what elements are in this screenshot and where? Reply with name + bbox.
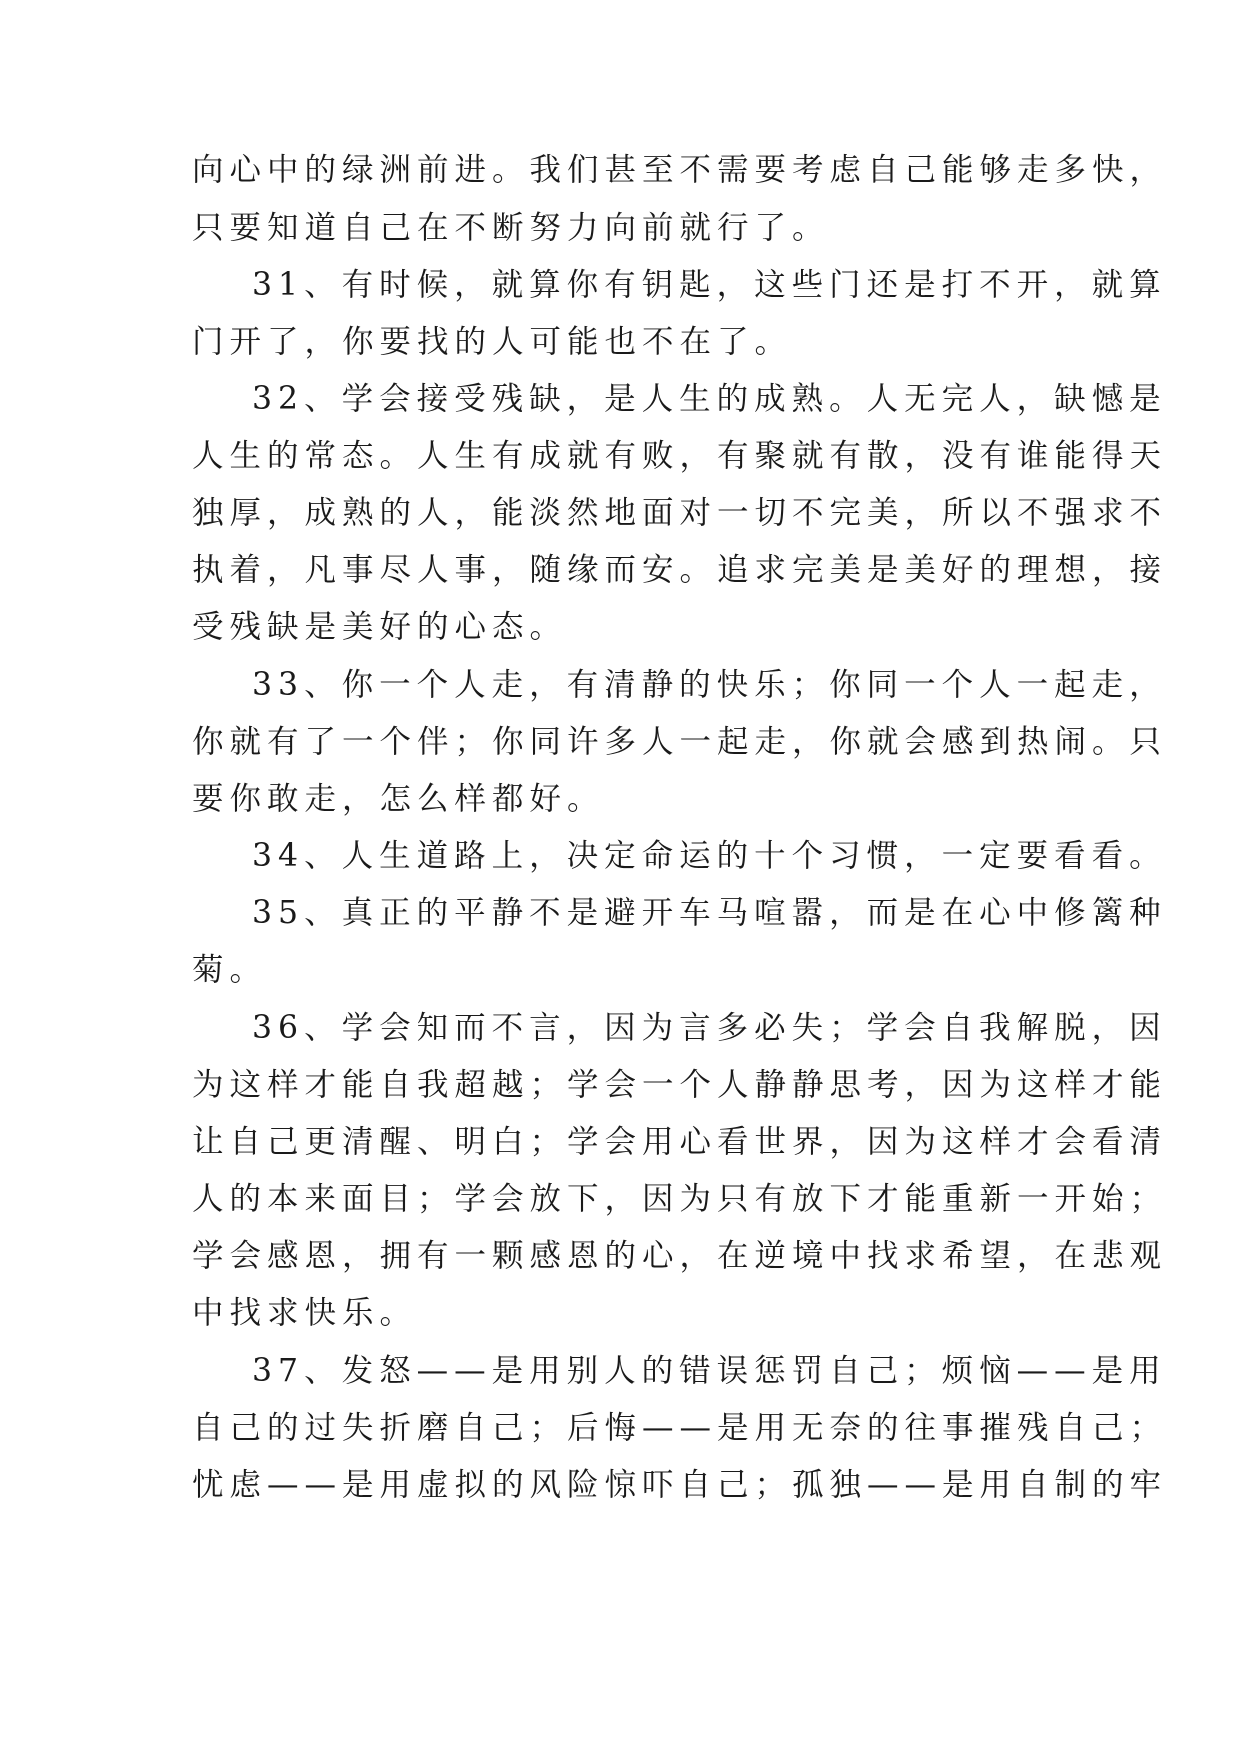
text-line: 执着，凡事尽人事，随缘而安。追求完美是美好的理想，接 — [192, 552, 1168, 588]
item-35-line: 35、真正的平静不是避开车马喧嚣，而是在心中修篱种 — [252, 895, 1167, 931]
text-line: 让自己更清醒、明白；学会用心看世界，因为这样才会看清 — [192, 1124, 1168, 1160]
item-31-line: 31、有时候，就算你有钥匙，这些门还是打不开，就算 — [252, 267, 1167, 303]
text-line: 中找求快乐。 — [192, 1295, 418, 1331]
text-line: 门开了，你要找的人可能也不在了。 — [192, 324, 793, 360]
text-line: 你就有了一个伴；你同许多人一起走，你就会感到热闹。只 — [192, 724, 1168, 760]
item-34-line: 34、人生道路上，决定命运的十个习惯，一定要看看。 — [252, 838, 1167, 874]
text-line: 要你敢走，怎么样都好。 — [192, 781, 605, 817]
text-line: 忧虑——是用虚拟的风险惊吓自己；孤独——是用自制的牢 — [192, 1467, 1168, 1503]
text-line: 人的本来面目；学会放下，因为只有放下才能重新一开始； — [192, 1181, 1168, 1217]
text-line: 自己的过失折磨自己；后悔——是用无奈的往事摧残自己； — [192, 1410, 1168, 1446]
text-line: 只要知道自己在不断努力向前就行了。 — [192, 210, 830, 246]
item-32-line: 32、学会接受残缺，是人生的成熟。人无完人，缺憾是 — [252, 381, 1167, 417]
text-line: 学会感恩，拥有一颗感恩的心，在逆境中找求希望，在悲观 — [192, 1238, 1168, 1274]
text-line: 为这样才能自我超越；学会一个人静静思考，因为这样才能 — [192, 1067, 1168, 1103]
text-line: 人生的常态。人生有成就有败，有聚就有散，没有谁能得天 — [192, 438, 1168, 474]
text-line: 菊。 — [192, 952, 268, 988]
item-36-line: 36、学会知而不言，因为言多必失；学会自我解脱，因 — [252, 1010, 1167, 1046]
text-line: 向心中的绿洲前进。我们甚至不需要考虑自己能够走多快， — [192, 152, 1168, 188]
item-37-line: 37、发怒——是用别人的错误惩罚自己；烦恼——是用 — [252, 1353, 1167, 1389]
text-line: 受残缺是美好的心态。 — [192, 609, 568, 645]
text-line: 独厚，成熟的人，能淡然地面对一切不完美，所以不强求不 — [192, 495, 1168, 531]
item-33-line: 33、你一个人走，有清静的快乐；你同一个人一起走， — [252, 667, 1167, 703]
